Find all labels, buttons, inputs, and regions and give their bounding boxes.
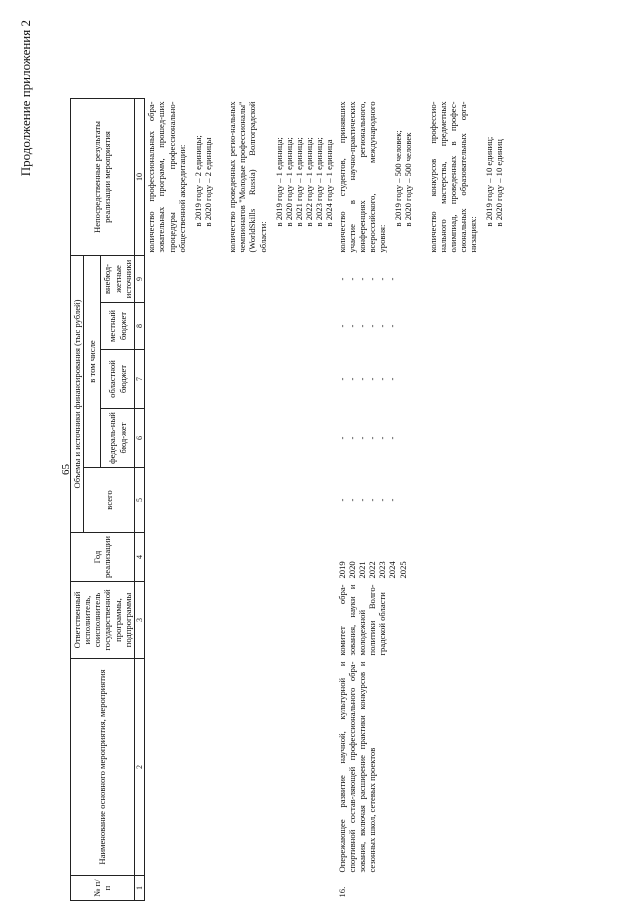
result-item: в 2020 году – 2 единицы	[202, 137, 213, 227]
dash-value: -	[367, 377, 378, 381]
dash-value: -	[387, 277, 398, 281]
dash-value: -	[387, 377, 398, 381]
dash-value: -	[356, 377, 367, 381]
result-item: в 2019 году – 2 единицы;	[192, 135, 203, 227]
row-number: 16.	[336, 886, 347, 898]
col-num: 2	[134, 659, 144, 876]
year: 2021	[356, 561, 367, 579]
dash-value: -	[336, 324, 347, 328]
program-table	[70, 98, 506, 901]
col-num: 6	[134, 409, 144, 468]
result-item: в 2020 году – 500 человек	[403, 132, 414, 227]
dash-value: -	[387, 436, 398, 440]
header-results: Непосредственные результаты реализации мероприятия	[71, 99, 135, 256]
result-text: количество студентов, принявших участие в научно-практических конференциях регионального, всероссийского, международного уровня:	[336, 101, 388, 253]
page-number: 65	[60, 464, 72, 475]
header-extra: внебюд-жетные источники	[101, 256, 134, 303]
dash-value: -	[367, 324, 378, 328]
result-item: в 2019 году – 10 единиц;	[484, 136, 495, 227]
dash-value: -	[367, 277, 378, 281]
regional-values	[336, 350, 506, 409]
year: 2022	[367, 561, 378, 579]
row16-results	[336, 99, 506, 256]
header-number: № п/п	[71, 876, 135, 901]
dash-value: -	[346, 377, 357, 381]
dash-value: -	[356, 324, 367, 328]
year: 2025	[397, 561, 408, 579]
year: 2023	[377, 561, 388, 579]
dash-value: -	[356, 498, 367, 502]
col-num: 8	[134, 303, 144, 350]
dash-value: -	[346, 277, 357, 281]
total-values	[336, 468, 506, 533]
result-item: в 2022 году – 1 единица;	[304, 137, 315, 227]
year: 2024	[387, 561, 398, 579]
header-regional: областной бюджет	[101, 350, 134, 409]
header-year: Год реализации	[71, 533, 135, 582]
year: 2019	[336, 561, 347, 579]
header-funding: Объемы и источники финансирования (тыс рублей)	[71, 256, 84, 533]
col-num: 3	[134, 582, 144, 659]
dash-value: -	[356, 436, 367, 440]
result-item: в 2020 году – 1 единица;	[283, 137, 294, 227]
dash-value: -	[336, 277, 347, 281]
appendix-caption: Продолжение приложения 2	[18, 20, 33, 177]
dash-value: -	[377, 377, 388, 381]
header-total: всего	[84, 468, 135, 533]
col-num: 1	[134, 876, 144, 901]
dash-value: -	[336, 377, 347, 381]
col-num: 5	[134, 468, 144, 533]
dash-value: -	[377, 277, 388, 281]
dash-value: -	[367, 436, 378, 440]
dash-value: -	[377, 436, 388, 440]
result-item: в 2019 году – 1 единица;	[273, 137, 284, 227]
header-name: Наименование основного мероприятия, мероприятия	[71, 659, 135, 876]
result-text: количество конкурсов профессио-нального мастерства, предметных олимпиад, проведенных в профес-сиональных образовательных орга-низациях:	[427, 101, 479, 253]
header-local: местный бюджет	[101, 303, 134, 350]
extra-values	[336, 256, 506, 303]
header-incl: в том числе	[84, 256, 101, 468]
activity-name: Опережающее развитие научной, культурной и спортивной состав-ляющей профессионального обра-зования, включая расширение практики конкурсов и сезонных школ, сетевых проектов	[336, 661, 377, 873]
col-num: 10	[134, 99, 144, 256]
dash-value: -	[367, 498, 378, 502]
dash-value: -	[377, 498, 388, 502]
dash-value: -	[377, 324, 388, 328]
result-item: в 2024 году – 1 единица	[324, 139, 335, 227]
dash-value: -	[346, 436, 357, 440]
table-row-16	[336, 99, 506, 901]
dash-value: -	[387, 498, 398, 502]
dash-value: -	[336, 436, 347, 440]
header-row-1	[71, 99, 84, 901]
result-text: количество профессиональных обра-зовательных программ, прошед-ших процедуры профессионально-общественной аккредитации:	[146, 101, 187, 253]
executor: комитет обра-зования, науки и молодежной политики Волго-градской области	[336, 584, 388, 656]
federal-values	[336, 409, 506, 468]
result-item: в 2021 году – 1 единица;	[293, 137, 304, 227]
col-num: 9	[134, 256, 144, 303]
dash-value: -	[346, 324, 357, 328]
column-number-row	[134, 99, 144, 901]
years-list	[336, 533, 506, 582]
result-item: в 2023 году – 1 единица;	[314, 137, 325, 227]
result-item: в 2020 году – 10 единиц	[494, 139, 505, 227]
result-item: в 2019 году – 500 человек;	[393, 130, 404, 227]
carryover-row	[145, 99, 336, 901]
header-executor: Ответственный исполнитель, соисполнитель государственной программы, подпрограммы	[71, 582, 135, 659]
dash-value: -	[356, 277, 367, 281]
result-text: количество проведенных регио-нальных чемпионатов "Молодые профессионалы" (WorldSkills Russia) Волгоградской области:	[227, 101, 268, 253]
carryover-results	[145, 99, 336, 256]
dash-value: -	[346, 498, 357, 502]
year: 2020	[346, 561, 357, 579]
col-num: 7	[134, 350, 144, 409]
col-num: 4	[134, 533, 144, 582]
dash-value: -	[336, 498, 347, 502]
dash-value: -	[387, 324, 398, 328]
header-federal: федераль-ный бюд-жет	[101, 409, 134, 468]
local-values	[336, 303, 506, 350]
